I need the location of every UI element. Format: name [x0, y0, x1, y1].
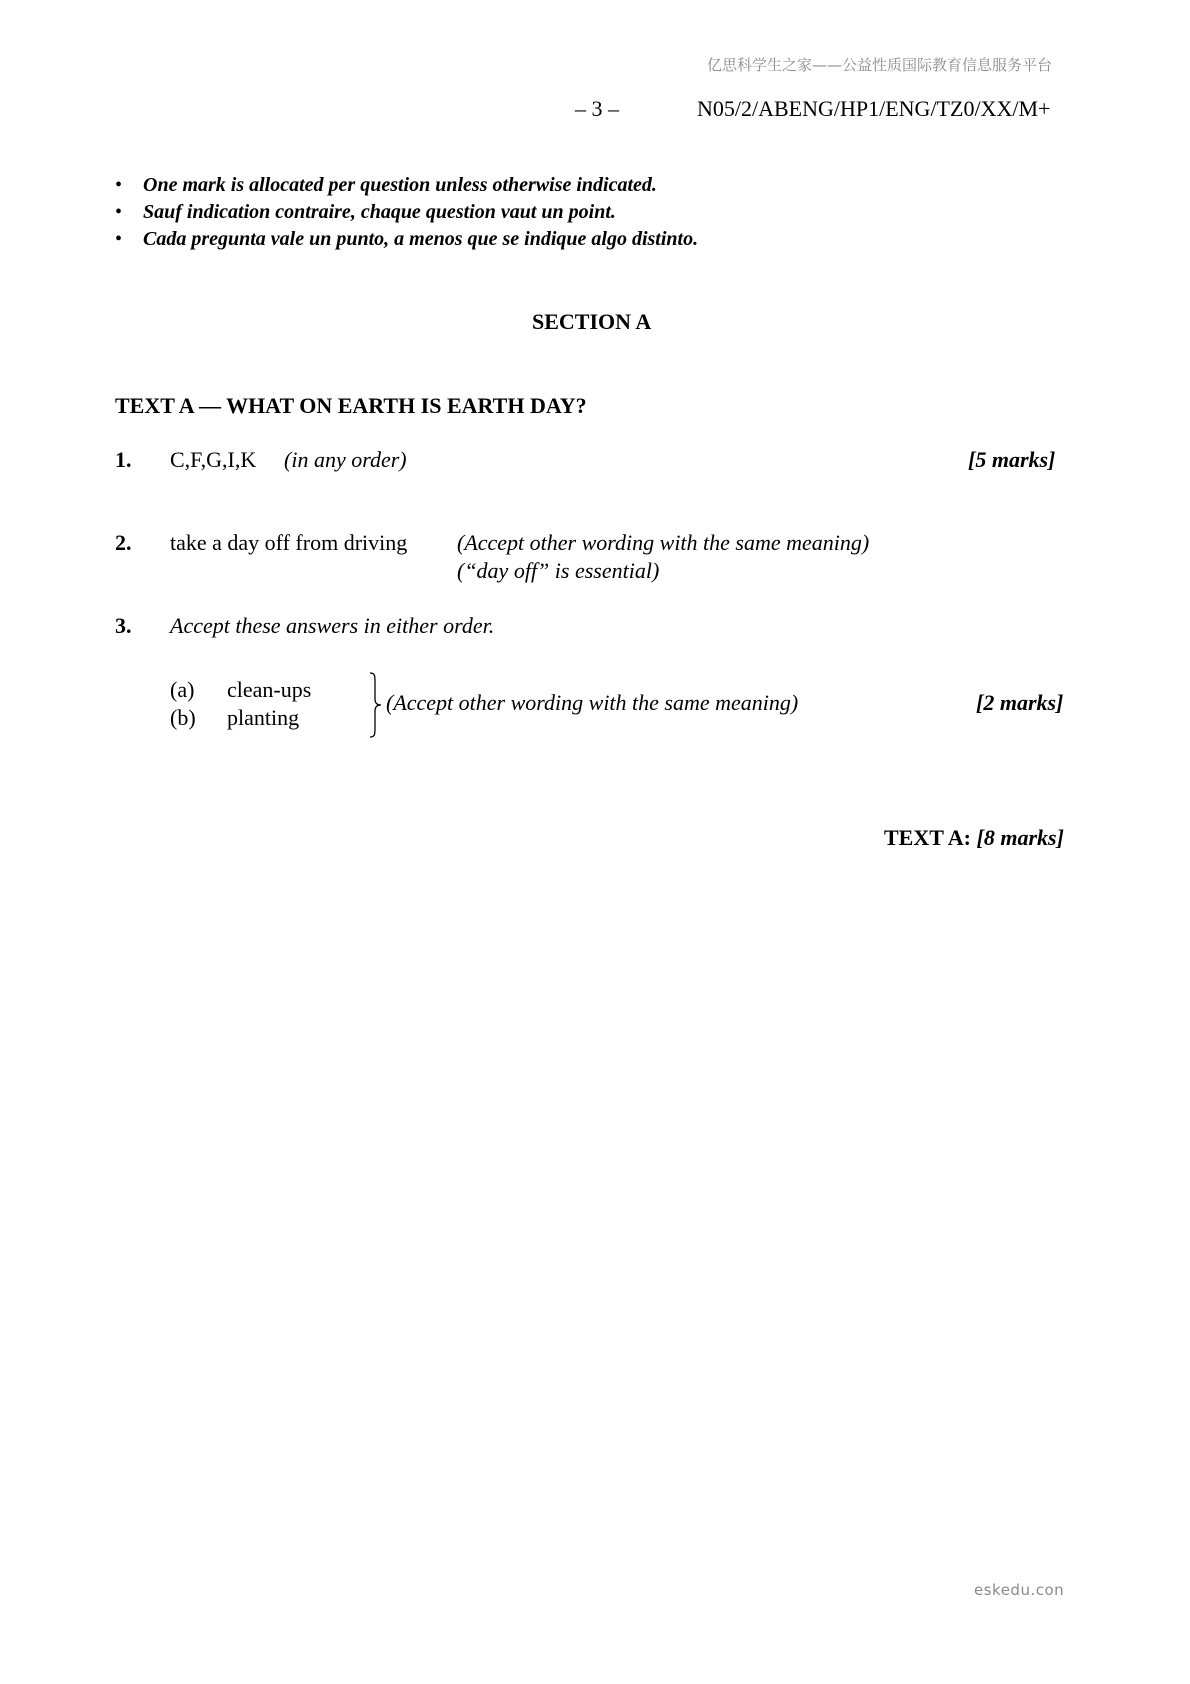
question-2-number: 2.	[115, 530, 132, 555]
question-3-note: (Accept other wording with the same meaning)	[386, 690, 799, 715]
watermark-top: 亿思科学生之家——公益性质国际教育信息服务平台	[706, 56, 1052, 74]
text-heading: TEXT A — WHAT ON EARTH IS EARTH DAY?	[115, 393, 587, 418]
section-title: SECTION A	[532, 309, 652, 334]
answer-b-text: planting	[227, 705, 300, 730]
question-2-note-2: (“day off” is essential)	[457, 558, 660, 583]
question-2-answer: take a day off from driving	[170, 530, 408, 555]
page-number: – 3 –	[575, 96, 619, 121]
right-brace-icon	[368, 672, 384, 738]
question-1-marks: [5 marks]	[968, 447, 1056, 472]
text-a-total	[884, 825, 1064, 851]
total-marks: [8 marks]	[976, 825, 1064, 850]
total-label: TEXT A:	[884, 825, 972, 850]
note-item	[115, 199, 698, 226]
marking-notes	[115, 172, 698, 253]
document-code: N05/2/ABENG/HP1/ENG/TZ0/XX/M+	[697, 96, 1051, 121]
question-2-note-1: (Accept other wording with the same meaning)	[457, 530, 870, 555]
question-1-number: 1.	[115, 447, 132, 472]
bullet-icon: •	[115, 174, 123, 196]
question-3-instruction: Accept these answers in either order.	[170, 613, 495, 638]
answer-a-text: clean-ups	[227, 677, 312, 702]
note-text: Sauf indication contraire, chaque question vaut un point.	[143, 201, 616, 223]
note-item	[115, 226, 698, 253]
question-1-note: (in any order)	[284, 447, 407, 472]
bullet-icon: •	[115, 201, 123, 223]
note-text: One mark is allocated per question unless otherwise indicated.	[143, 174, 657, 196]
question-3-marks: [2 marks]	[976, 690, 1064, 715]
note-text: Cada pregunta vale un punto, a menos que se indique algo distinto.	[143, 228, 699, 250]
question-1-answer: C,F,G,I,K	[170, 447, 257, 472]
note-item	[115, 172, 698, 199]
question-3-number: 3.	[115, 613, 132, 638]
bullet-icon: •	[115, 228, 123, 250]
answer-a-label: (a)	[170, 677, 195, 702]
watermark-bottom: eskedu.con	[974, 1581, 1065, 1599]
answer-b-label: (b)	[170, 705, 196, 730]
